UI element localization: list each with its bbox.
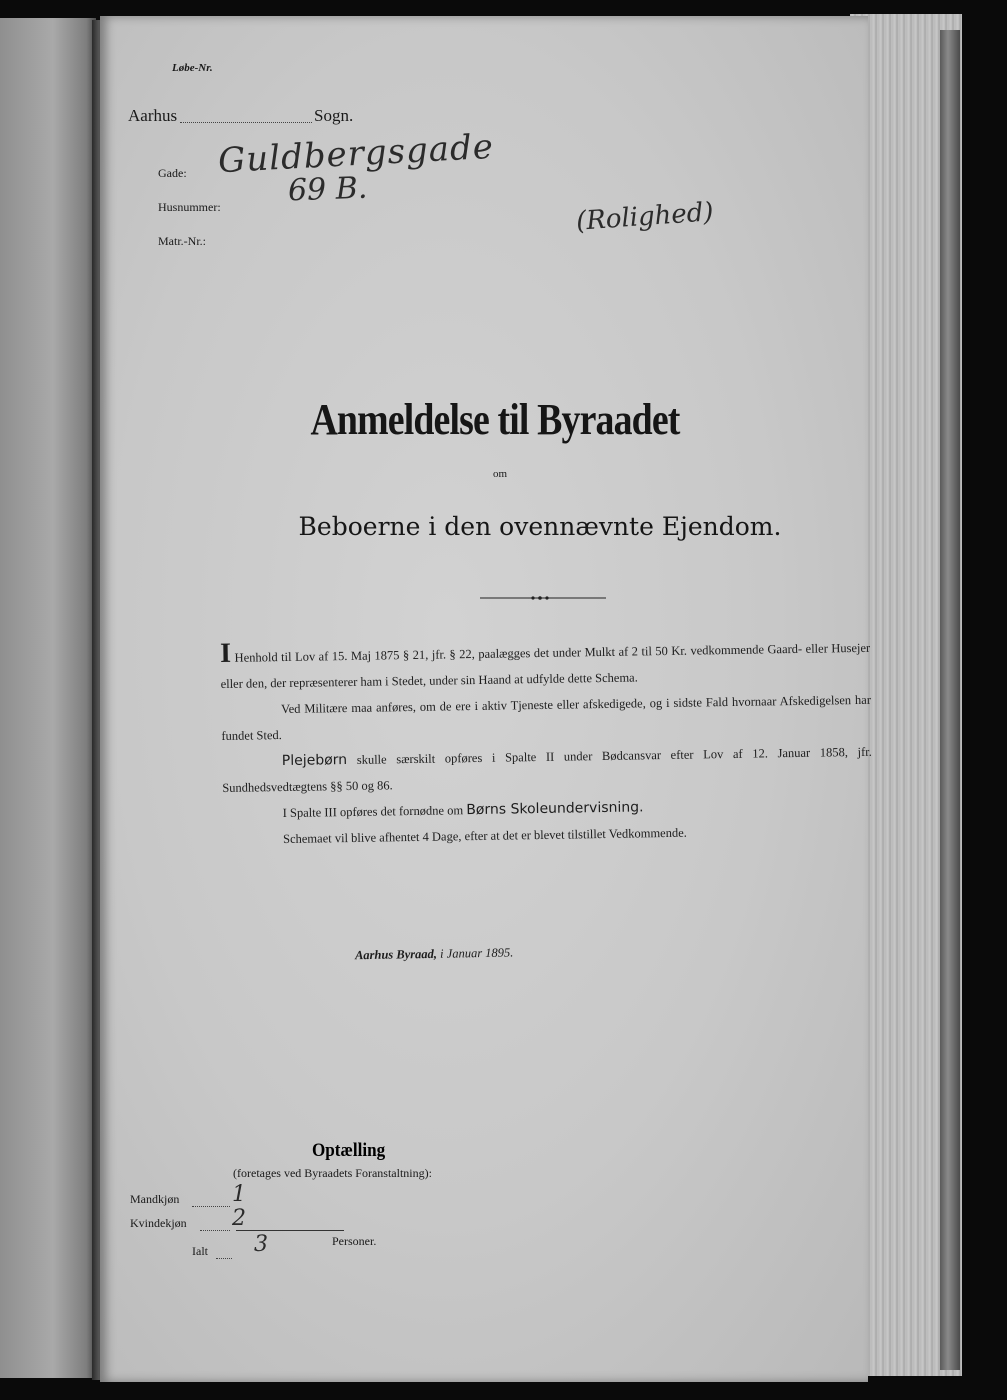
matr-value: (Rolighed) [575, 197, 715, 237]
count-title: Optælling [312, 1140, 386, 1161]
matr-label: Matr.-Nr.: [158, 234, 206, 248]
persons-label: Personer. [332, 1234, 377, 1248]
instruction-paragraph-2: Ved Militære maa anføres, om de ere i aktiv Tjeneste eller afskedigede, og i sidste Fald hvornaar Afskedigelsen har fundet Sted. [221, 692, 872, 743]
male-label: Mandkjøn [130, 1192, 180, 1206]
schooling-emphasis: Børns Skoleundervisning. [466, 799, 644, 819]
signature-date: i Januar 1895. [439, 945, 514, 961]
title-connector: om [492, 468, 508, 480]
lobe-nr-label: Løbe-Nr. [172, 62, 213, 74]
page-edge-shadow [940, 30, 960, 1370]
city-label: Aarhus [128, 106, 178, 125]
instruction-paragraph-5: Schemaet vil blive afhentet 4 Dage, efter at det er blevet tilstillet Vedkommende. [282, 825, 687, 847]
total-value: 3 [254, 1232, 268, 1257]
total-label: Ialt [192, 1244, 208, 1258]
foster-children-emphasis: Plejebørn [281, 752, 348, 770]
sum-rule [236, 1230, 344, 1231]
house-number-value: 69 B. [287, 170, 368, 209]
page-title: Anmeldelse til Byraadet [310, 395, 680, 444]
count-subtitle: (foretages ved Byraadets Foranstaltning): [233, 1166, 432, 1180]
ornament-divider [480, 596, 606, 600]
instructions-text [220, 634, 873, 853]
instruction-paragraph-4-text: I Spalte III opføres det fornødne om [282, 803, 464, 821]
page-subtitle: Beboerne i den ovennævnte Ejendom. [298, 512, 782, 541]
instruction-paragraph-3-text: skulle særskilt opføres i Spalte II under Bødcansvar efter Lov af 12. Januar 1858, jfr. Sundhedsvedtægtens §§ 50 og 86. [222, 744, 872, 795]
document-page [100, 16, 872, 1382]
left-facing-page [0, 18, 96, 1378]
male-value: 1 [232, 1182, 246, 1207]
female-dotted-line [200, 1230, 230, 1231]
house-number-label: Husnummer: [158, 200, 221, 214]
authority-signature [355, 944, 615, 964]
total-dotted-line [216, 1258, 232, 1259]
instruction-paragraph-1-text: Henhold til Lov af 15. Maj 1875 § 21, jfr. § 22, paalægges det under Mulkt af 2 til 50 Kr. vedkommende Gaard- eller Husejer eller den, der repræsenterer ham i Stedet, under sin Haand at udfylde dette Schema. [220, 640, 871, 691]
parish-dotted-line [180, 122, 312, 123]
authority-name: Aarhus Byraad, [354, 946, 438, 963]
female-label: Kvindekjøn [130, 1216, 187, 1230]
male-dotted-line [192, 1206, 230, 1207]
parish-label: Sogn. [314, 106, 354, 125]
female-value: 2 [232, 1206, 246, 1231]
street-value: Guldbergsgade [217, 126, 495, 182]
street-label: Gade: [158, 166, 187, 180]
drop-initial: I [219, 637, 232, 669]
